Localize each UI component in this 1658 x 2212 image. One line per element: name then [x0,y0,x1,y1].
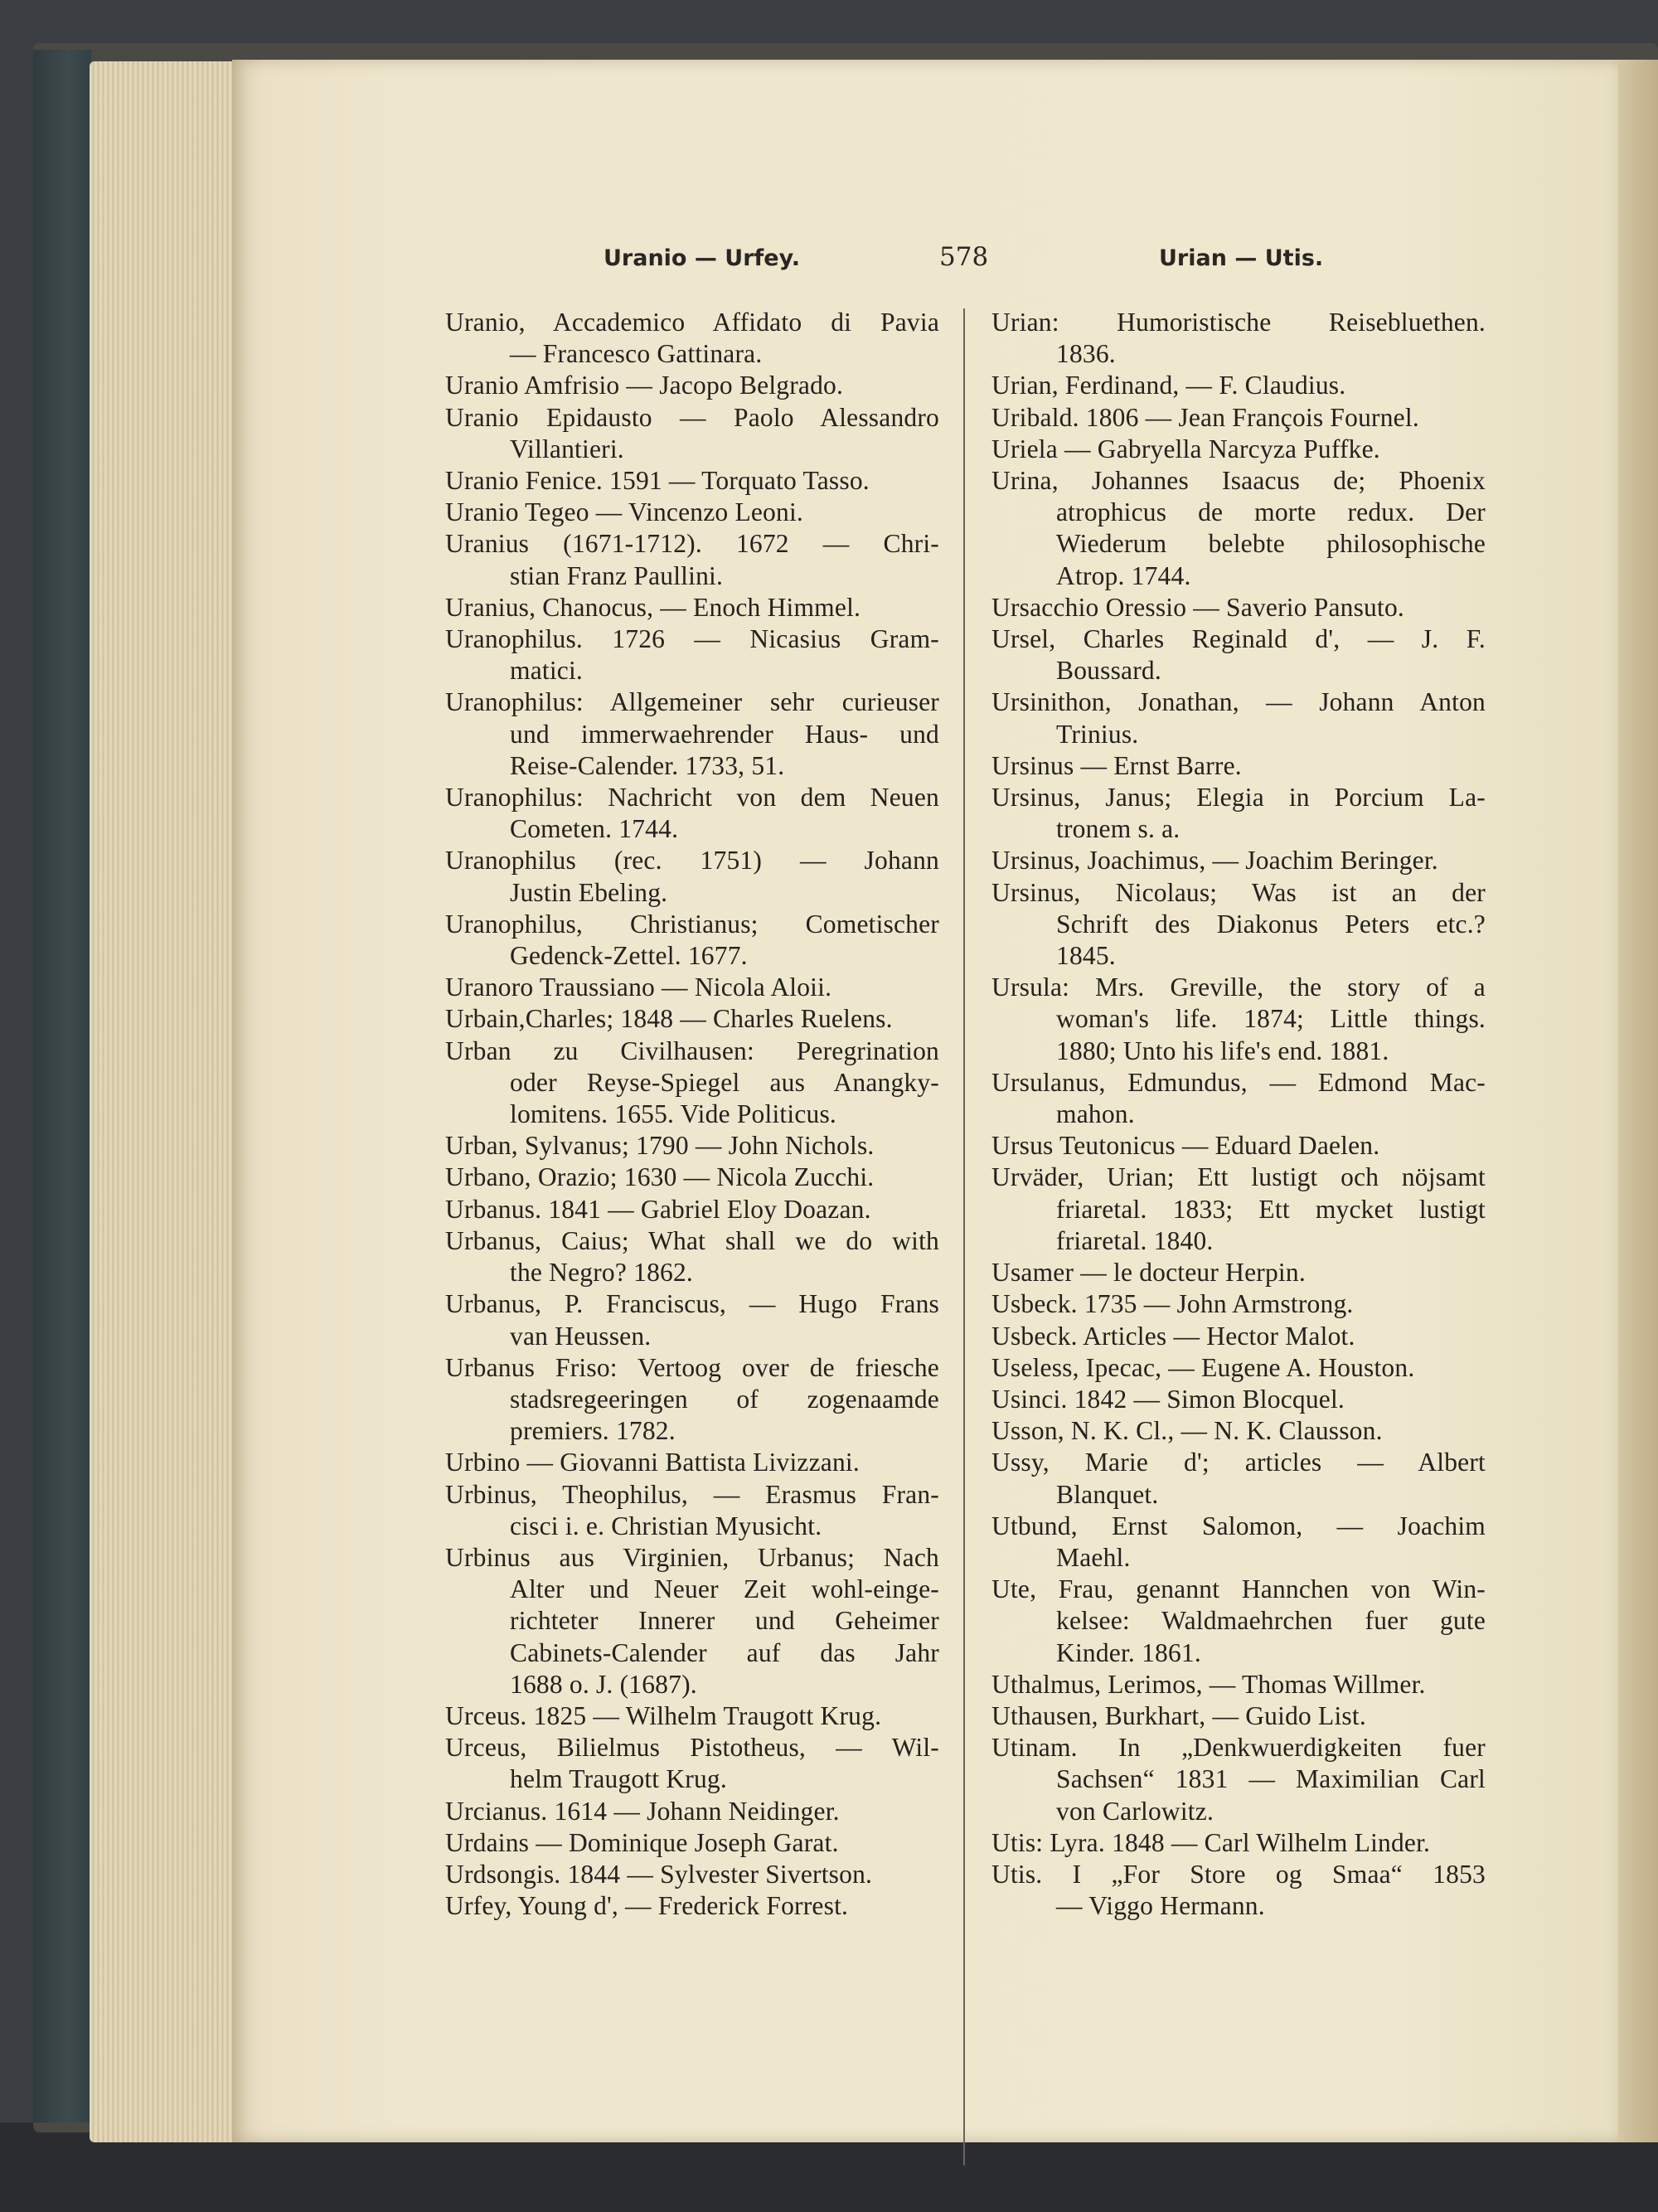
entry-line: Utinam. In „Denkwuerdigkeiten fuer [991,1733,1486,1763]
entry-line: stadsregeeringen of zogenaamde [510,1384,939,1414]
index-entry [445,1194,939,1225]
entry-line: Urbinus aus Virginien, Urbanus; Nach [445,1542,939,1572]
entry-line: cisci i. e. Christian Myusicht. [510,1511,822,1540]
index-entry [991,1288,1486,1320]
index-entry [445,1479,939,1542]
index-entry [991,1574,1486,1669]
entry-line: Villantieri. [510,434,624,463]
entry-line: Uranio Epidausto — Paolo Alessandro [445,402,939,432]
entry-line: Urdsongis. 1844 — Sylvester Sivertson. [445,1859,873,1889]
entry-line: Boussard. [1056,656,1161,686]
index-entry [445,1732,939,1795]
index-entry [991,877,1486,973]
entry-line: Uthalmus, Lerimos, — Thomas Willmer. [991,1669,1426,1699]
index-entry [445,1859,939,1890]
entry-line: richteter Innerer und Geheimer [510,1606,939,1636]
entry-line: Uranophilus: Allgemeiner sehr curieuser [445,687,939,717]
entry-line: Usamer — le docteur Herpin. [991,1258,1306,1288]
entry-line: Urian: Humoristische Reisebluethen. [991,308,1486,337]
index-entry [991,1669,1486,1700]
page-edges [90,61,239,2142]
entry-line: Usinci. 1842 — Simon Blocquel. [991,1384,1345,1414]
entry-line: Uthausen, Burkhart, — Guido List. [991,1700,1366,1730]
entry-line: Ussy, Marie d'; articles — Albert [991,1448,1486,1477]
index-entry [991,1162,1486,1257]
entry-line: Urbanus Friso: Vertoog over de friesche [445,1352,939,1382]
index-entry [445,1130,939,1162]
index-entry [991,592,1486,623]
entry-line: mahon. [1056,1099,1135,1129]
entry-line: Utis. I „For Store og Smaa“ 1853 [991,1859,1486,1889]
index-entry [445,497,939,528]
entry-line: Utis: Lyra. 1848 — Carl Wilhelm Linder. [991,1827,1431,1857]
entry-line: Urban zu Civilhausen: Peregrination [445,1036,939,1065]
entry-line: Usbeck. Articles — Hector Malot. [991,1321,1355,1351]
entry-line: Gedenck-Zettel. 1677. [510,941,748,971]
entry-line: lomitens. 1655. Vide Politicus. [510,1099,836,1129]
index-entry [991,465,1486,592]
entry-line: Urdains — Dominique Joseph Garat. [445,1827,839,1857]
entry-line: Urbanus, Caius; What shall we do with [445,1225,939,1255]
running-head-right: Urian — Utis. [1159,245,1324,271]
entry-line: 1836. [1056,339,1116,369]
index-entry [991,1511,1486,1574]
entry-line: Uranophilus (rec. 1751) — Johann [445,846,939,876]
right-column [991,307,1486,1922]
entry-line: von Carlowitz. [1056,1796,1214,1826]
index-entry [445,845,939,908]
entry-line: 1688 o. J. (1687). [510,1669,697,1699]
entry-line: Ute, Frau, genannt Hannchen von Win- [991,1574,1486,1604]
entry-line: Uranius (1671-1712). 1672 — Chri- [445,529,939,559]
index-entry [445,686,939,782]
index-entry [991,402,1486,434]
entry-line: Uranoro Traussiano — Nicola Aloii. [445,973,832,1002]
index-entry [991,1447,1486,1510]
entry-line: Usbeck. 1735 — John Armstrong. [991,1289,1354,1319]
entry-line: Urina, Johannes Isaacus de; Phoenix [991,466,1486,496]
index-entry [991,1700,1486,1732]
index-entry [445,528,939,591]
index-entry [991,1130,1486,1162]
entry-line: und immerwaehrender Haus- und [510,719,939,749]
entry-line: Ursula: Mrs. Greville, the story of a [991,973,1486,1002]
entry-line: Alter und Neuer Zeit wohl-einge- [510,1574,939,1604]
entry-line: friaretal. 1833; Ett mycket lustigt [1056,1194,1486,1224]
index-entry [445,1890,939,1922]
entry-line: 1880; Unto his life's end. 1881. [1056,1036,1389,1065]
entry-line: Ursacchio Oressio — Saverio Pansuto. [991,592,1404,622]
entry-line: — Viggo Hermann. [1056,1891,1265,1921]
entry-line: Urbanus. 1841 — Gabriel Eloy Doazan. [445,1194,871,1224]
entry-line: Urian, Ferdinand, — F. Claudius. [991,371,1346,400]
entry-line: stian Franz Paullini. [510,560,724,590]
index-entry [991,1415,1486,1447]
entry-line: woman's life. 1874; Little things. [1056,1004,1486,1034]
index-entry [991,370,1486,401]
entry-line: Reise-Calender. 1733, 51. [510,750,785,780]
entry-line: Ursel, Charles Reginald d', — J. F. [991,624,1486,654]
entry-line: matici. [510,656,583,686]
entry-line: Ursinus, Joachimus, — Joachim Beringer. [991,846,1438,876]
entry-line: atrophicus de morte redux. Der [1056,497,1486,527]
entry-line: Uranio Fenice. 1591 — Torquato Tasso. [445,466,870,496]
index-entry [445,402,939,465]
book-spine [33,50,91,2122]
entry-line: Justin Ebeling. [510,877,668,907]
index-entry [991,845,1486,876]
entry-line: Wiederum belebte philosophische [1056,529,1486,559]
column-rule [963,308,965,2166]
entry-line: Useless, Ipecac, — Eugene A. Houston. [991,1352,1415,1382]
entry-line: Ursinithon, Jonathan, — Johann Anton [991,687,1486,717]
entry-line: Usson, N. K. Cl., — N. K. Clausson. [991,1416,1383,1446]
index-entry [991,1321,1486,1352]
entry-line: Ursinus, Janus; Elegia in Porcium La- [991,783,1486,813]
entry-line: Blanquet. [1056,1479,1159,1509]
index-entry [445,370,939,401]
index-entry [445,1288,939,1351]
index-entry [991,972,1486,1067]
entry-line: Urban, Sylvanus; 1790 — John Nichols. [445,1131,875,1161]
entry-line: Maehl. [1056,1542,1131,1572]
entry-line: Uranio, Accademico Affidato di Pavia [445,308,939,337]
entry-line: helm Traugott Krug. [510,1764,727,1794]
index-entry [445,1352,939,1448]
entry-line: Trinius. [1056,719,1139,749]
index-entry [445,1827,939,1859]
index-entry [445,782,939,845]
index-entry [445,1003,939,1035]
entry-line: Uranophilus, Christianus; Cometischer [445,909,939,939]
entry-line: Urfey, Young d', — Frederick Forrest. [445,1891,849,1921]
left-column [445,307,939,1922]
entry-line: Ursulanus, Edmundus, — Edmond Mac- [991,1067,1486,1097]
index-entry [991,1827,1486,1859]
entry-line: friaretal. 1840. [1056,1225,1214,1255]
entry-line: Urceus, Bilielmus Pistotheus, — Wil- [445,1733,939,1763]
entry-line: Uriela — Gabryella Narcyza Puffke. [991,434,1380,463]
index-entry [991,1067,1486,1130]
index-entry [445,1036,939,1131]
entry-line: Urbanus, P. Franciscus, — Hugo Frans [445,1289,939,1319]
entry-line: Urcianus. 1614 — Johann Neidinger. [445,1796,840,1826]
entry-line: Uranio Tegeo — Vincenzo Leoni. [445,497,803,527]
index-entry [445,972,939,1003]
entry-line: Urbinus, Theophilus, — Erasmus Fran- [445,1479,939,1509]
entry-line: Schrift des Diakonus Peters etc.? [1056,909,1486,939]
entry-line: Urbano, Orazio; 1630 — Nicola Zucchi. [445,1162,875,1192]
running-head-left: Uranio — Urfey. [604,245,800,271]
entry-line: 1845. [1056,941,1116,971]
index-entry [991,750,1486,782]
entry-line: premiers. 1782. [510,1416,676,1446]
entry-line: Urväder, Urian; Ett lustigt och nöjsamt [991,1162,1486,1192]
entry-line: Ursus Teutonicus — Eduard Daelen. [991,1131,1380,1161]
index-entry [991,1859,1486,1922]
index-entry [991,434,1486,465]
entry-line: Uranius, Chanocus, — Enoch Himmel. [445,592,861,622]
index-entry [445,465,939,497]
entry-line: Ursinus, Nicolaus; Was ist an der [991,877,1486,907]
index-entry [991,307,1486,370]
index-entry [445,1162,939,1193]
entry-line: oder Reyse-Spiegel aus Anangky- [510,1067,939,1097]
index-entry [991,1257,1486,1288]
page-right-edge [1618,60,1658,2142]
index-entry [991,1352,1486,1384]
index-entry [991,1384,1486,1415]
entry-line: Sachsen“ 1831 — Maximilian Carl [1056,1764,1486,1794]
entry-line: Urceus. 1825 — Wilhelm Traugott Krug. [445,1700,882,1730]
index-entry [991,623,1486,686]
entry-line: Kinder. 1861. [1056,1637,1201,1667]
entry-line: tronem s. a. [1056,814,1180,844]
entry-line: Atrop. 1744. [1056,560,1191,590]
entry-line: Urbain,Charles; 1848 — Charles Ruelens. [445,1004,893,1034]
index-entry [991,782,1486,845]
entry-line: — Francesco Gattinara. [510,339,763,369]
index-entry [445,592,939,623]
index-entry [445,1447,939,1478]
index-entry [445,623,939,686]
index-entry [991,686,1486,749]
entry-line: Cometen. 1744. [510,814,679,844]
index-entry [445,1796,939,1827]
index-entry [445,1542,939,1700]
entry-line: kelsee: Waldmaehrchen fuer gute [1056,1606,1486,1636]
entry-line: Cabinets-Calender auf das Jahr [510,1637,939,1667]
index-entry [991,1732,1486,1827]
index-entry [445,1700,939,1732]
entry-line: Uranophilus. 1726 — Nicasius Gram- [445,624,939,654]
entry-line: the Negro? 1862. [510,1258,694,1288]
entry-line: Utbund, Ernst Salomon, — Joachim [991,1511,1486,1540]
entry-line: van Heussen. [510,1321,652,1351]
entry-line: Uranio Amfrisio — Jacopo Belgrado. [445,371,844,400]
page-number: 578 [939,242,989,272]
entry-line: Urbino — Giovanni Battista Livizzani. [445,1448,860,1477]
index-entry [445,909,939,972]
entry-line: Uribald. 1806 — Jean François Fournel. [991,402,1419,432]
entry-line: Uranophilus: Nachricht von dem Neuen [445,783,939,813]
entry-line: Ursinus — Ernst Barre. [991,750,1242,780]
index-entry [445,1225,939,1288]
index-entry [445,307,939,370]
